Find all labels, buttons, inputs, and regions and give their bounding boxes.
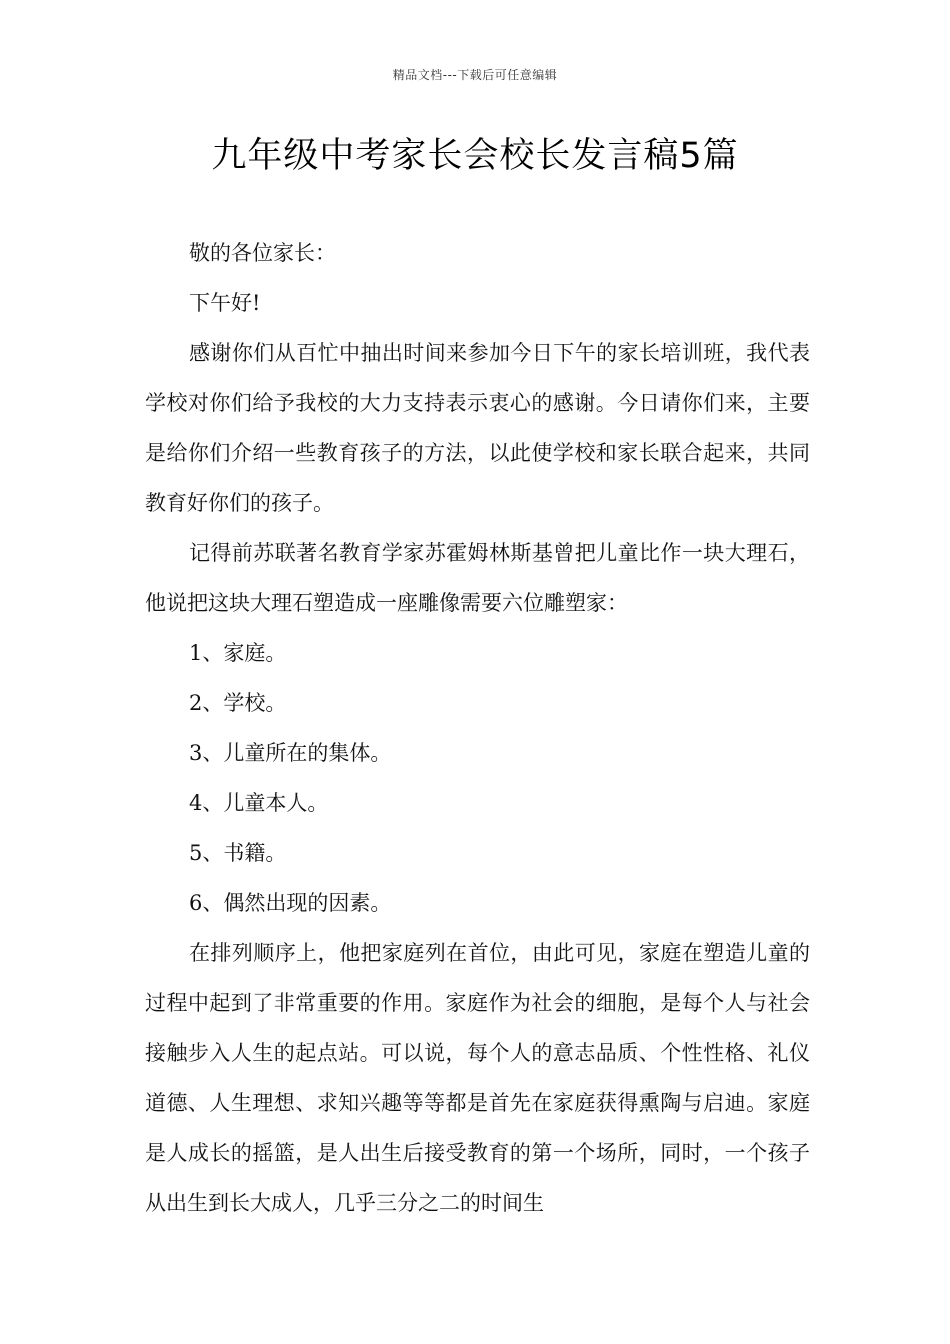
paragraph: 在排列顺序上，他把家庭列在首位，由此可见，家庭在塑造儿童的过程中起到了非常重要的作用。家庭作为社会的细胞，是每个人与社会接触步入人生的起点站。可以说，每个人的意志品质、个性性格、礼仪道德、人生理想、求知兴趣等等都是首先在家庭获得熏陶与启迪。家庭是人成长的摇篮，是人出生后接受教育的第一个场所，同时，一个孩子从出生到长大成人，几乎三分之二的时间生	[145, 941, 810, 1215]
paragraph-salutation: 敬的各位家长：	[189, 241, 336, 265]
paragraph-greeting: 下午好!	[189, 291, 261, 315]
page-header-note: 精品文档---下载后可任意编辑	[392, 68, 558, 82]
paragraph: 记得前苏联著名教育学家苏霍姆林斯基曾把儿童比作一块大理石，他说把这块大理石塑造成一座雕像需要六位雕塑家：	[145, 541, 810, 615]
paragraph: 感谢你们从百忙中抽出时间来参加今日下午的家长培训班，我代表学校对你们给予我校的大力支持表示衷心的感谢。今日请你们来，主要是给你们介绍一些教育孩子的方法，以此使学校和家长联合起来，共同教育好你们的孩子。	[145, 341, 810, 515]
list-item: 3、儿童所在的集体。	[189, 741, 392, 765]
document-title: 九年级中考家长会校长发言稿5篇	[211, 136, 739, 176]
list-item: 6、偶然出现的因素。	[189, 891, 392, 915]
list-item: 4、儿童本人。	[189, 791, 329, 815]
document-body	[145, 228, 810, 1228]
list-item: 2、学校。	[189, 691, 287, 715]
list-item: 1、家庭。	[189, 641, 287, 665]
list-item: 5、书籍。	[189, 841, 287, 865]
